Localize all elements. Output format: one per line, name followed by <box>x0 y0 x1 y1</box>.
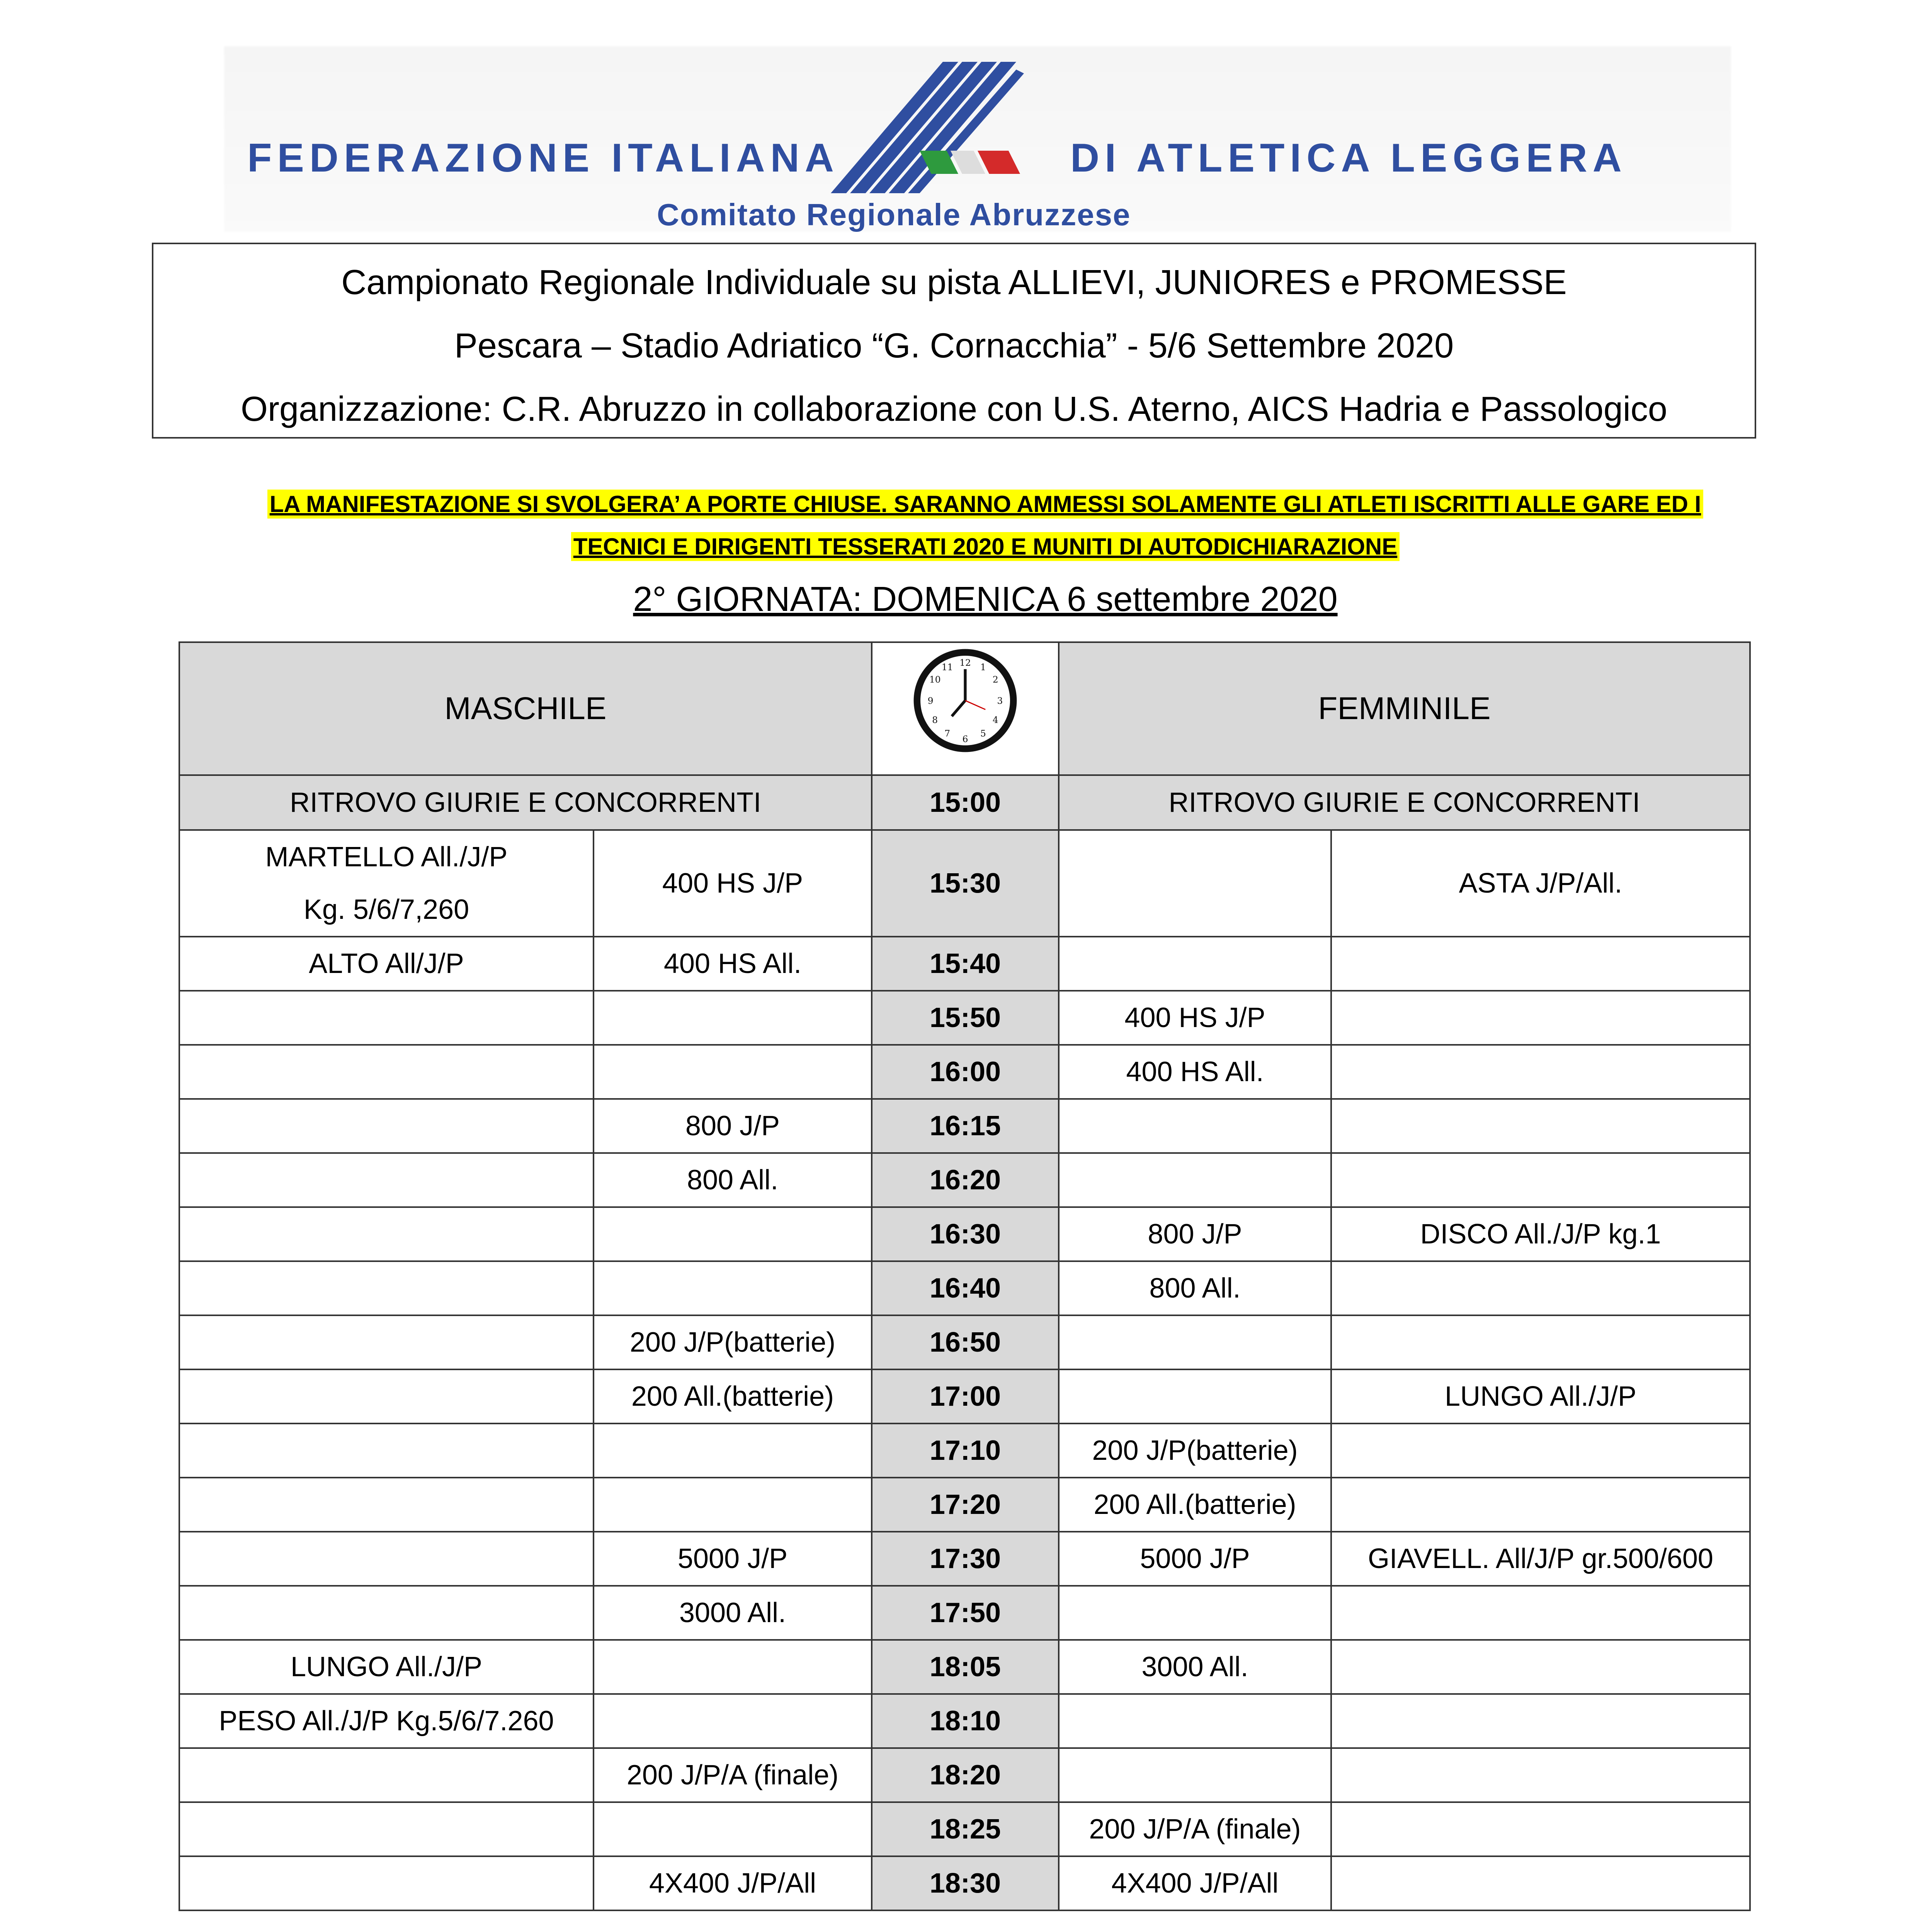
female-track-event: 3000 All. <box>1059 1640 1331 1694</box>
female-field-event <box>1331 1478 1750 1532</box>
female-field-event <box>1331 1856 1750 1910</box>
female-field-event <box>1331 1694 1750 1748</box>
male-field-event <box>179 991 594 1045</box>
female-track-event <box>1059 830 1331 937</box>
time-cell: 15:30 <box>872 830 1059 937</box>
male-header: MASCHILE <box>179 642 872 775</box>
male-track-event <box>594 1045 872 1099</box>
logo-right-text: DI ATLETICA LEGGERA <box>1070 136 1627 180</box>
female-field-event <box>1331 1261 1750 1315</box>
time-cell: 17:30 <box>872 1532 1059 1586</box>
male-field-event <box>179 1099 594 1153</box>
male-track-event <box>594 1478 872 1532</box>
female-field-event <box>1331 1423 1750 1478</box>
female-track-event: 400 HS All. <box>1059 1045 1331 1099</box>
table-row <box>179 1532 1750 1586</box>
table-row <box>179 1315 1750 1369</box>
time-cell: 17:50 <box>872 1586 1059 1640</box>
schedule-table <box>179 641 1751 1911</box>
svg-text:6: 6 <box>962 734 968 745</box>
male-field-event <box>179 1207 594 1261</box>
table-row <box>179 937 1750 991</box>
male-field-event <box>179 1369 594 1423</box>
ritrovo-row <box>179 775 1750 830</box>
time-cell: 18:10 <box>872 1694 1059 1748</box>
svg-text:1: 1 <box>980 662 986 673</box>
time-cell: 17:00 <box>872 1369 1059 1423</box>
time-cell: 18:25 <box>872 1802 1059 1856</box>
male-track-event <box>594 1640 872 1694</box>
female-field-event <box>1331 1748 1750 1802</box>
table-row <box>179 1099 1750 1153</box>
time-cell: 18:05 <box>872 1640 1059 1694</box>
svg-text:4: 4 <box>992 715 998 725</box>
female-track-event <box>1059 1099 1331 1153</box>
female-track-event: 4X400 J/P/All <box>1059 1856 1331 1910</box>
male-track-event: 200 J/P/A (finale) <box>594 1748 872 1802</box>
male-field-event <box>179 1586 594 1640</box>
male-field-event-line1: MARTELLO All./J/P <box>265 842 508 872</box>
svg-text:11: 11 <box>941 662 953 673</box>
male-field-event <box>179 1045 594 1099</box>
male-field-event <box>179 830 594 937</box>
clock-header <box>872 642 1059 775</box>
time-cell: 17:20 <box>872 1478 1059 1532</box>
closed-doors-notice-line1 <box>0 491 1932 517</box>
time-cell: 18:30 <box>872 1856 1059 1910</box>
table-row <box>179 991 1750 1045</box>
event-header-box <box>152 243 1756 439</box>
svg-text:5: 5 <box>980 728 986 739</box>
female-field-event <box>1331 1640 1750 1694</box>
svg-text:10: 10 <box>929 674 941 685</box>
svg-text:3: 3 <box>997 696 1003 706</box>
time-cell: 16:50 <box>872 1315 1059 1369</box>
male-track-event: 3000 All. <box>594 1586 872 1640</box>
table-row <box>179 1748 1750 1802</box>
table-row <box>179 1153 1750 1207</box>
male-track-event <box>594 1261 872 1315</box>
table-row <box>179 1261 1750 1315</box>
logo-emblem-icon <box>831 62 1047 201</box>
male-track-event <box>594 1207 872 1261</box>
logo-left-text: FEDERAZIONE ITALIANA <box>247 136 839 180</box>
female-track-event: 5000 J/P <box>1059 1532 1331 1586</box>
male-track-event: 200 All.(batterie) <box>594 1369 872 1423</box>
male-field-event: ALTO All/J/P <box>179 937 594 991</box>
fidal-logo <box>224 46 1731 240</box>
svg-text:9: 9 <box>927 696 934 706</box>
male-field-event <box>179 1261 594 1315</box>
male-track-event <box>594 1694 872 1748</box>
event-location: Pescara – Stadio Adriatico “G. Cornacchia” - 5/6 Settembre 2020 <box>454 327 1454 365</box>
time-cell: 16:30 <box>872 1207 1059 1261</box>
svg-text:12: 12 <box>959 658 971 668</box>
table-row <box>179 830 1750 937</box>
time-cell: 16:20 <box>872 1153 1059 1207</box>
female-field-event <box>1331 1099 1750 1153</box>
female-track-event <box>1059 1586 1331 1640</box>
male-field-event <box>179 1478 594 1532</box>
time-cell: 16:15 <box>872 1099 1059 1153</box>
male-track-event: 800 J/P <box>594 1099 872 1153</box>
female-track-event: 200 J/P/A (finale) <box>1059 1802 1331 1856</box>
female-field-event <box>1331 1586 1750 1640</box>
female-field-event: ASTA J/P/All. <box>1331 830 1750 937</box>
female-field-event <box>1331 1153 1750 1207</box>
time-cell: 18:20 <box>872 1748 1059 1802</box>
male-field-event <box>179 1153 594 1207</box>
male-field-event: PESO All./J/P Kg.5/6/7.260 <box>179 1694 594 1748</box>
female-track-event: 800 All. <box>1059 1261 1331 1315</box>
day-title-text: 2° GIORNATA: DOMENICA 6 settembre 2020 <box>633 580 1338 619</box>
ritrovo-time: 15:00 <box>872 775 1059 830</box>
table-header-row <box>179 642 1750 775</box>
female-track-event: 200 All.(batterie) <box>1059 1478 1331 1532</box>
female-track-event <box>1059 1694 1331 1748</box>
male-field-event <box>179 1802 594 1856</box>
table-row <box>179 1369 1750 1423</box>
male-field-event <box>179 1748 594 1802</box>
time-cell: 15:50 <box>872 991 1059 1045</box>
male-track-event: 200 J/P(batterie) <box>594 1315 872 1369</box>
female-field-event: LUNGO All./J/P <box>1331 1369 1750 1423</box>
female-track-event <box>1059 1153 1331 1207</box>
female-field-event <box>1331 1315 1750 1369</box>
logo-subtitle: Comitato Regionale Abruzzese <box>657 197 1131 232</box>
table-row <box>179 1802 1750 1856</box>
table-row <box>179 1694 1750 1748</box>
male-track-event: 800 All. <box>594 1153 872 1207</box>
ritrovo-female: RITROVO GIURIE E CONCORRENTI <box>1059 775 1750 830</box>
female-field-event <box>1331 937 1750 991</box>
female-track-event <box>1059 1315 1331 1369</box>
event-organization: Organizzazione: C.R. Abruzzo in collaborazione con U.S. Aterno, AICS Hadria e Passologico <box>241 390 1667 429</box>
female-track-event: 400 HS J/P <box>1059 991 1331 1045</box>
table-row <box>179 1478 1750 1532</box>
clock-icon <box>909 645 1021 757</box>
notice-text-2: TECNICI E DIRIGENTI TESSERATI 2020 E MUNITI DI AUTODICHIARAZIONE <box>571 532 1400 561</box>
male-track-event: 4X400 J/P/All <box>594 1856 872 1910</box>
closed-doors-notice-line2 <box>0 533 1932 560</box>
female-field-event <box>1331 1802 1750 1856</box>
event-title: Campionato Regionale Individuale su pista ALLIEVI, JUNIORES e PROMESSE <box>341 263 1567 302</box>
table-row <box>179 1586 1750 1640</box>
female-track-event: 800 J/P <box>1059 1207 1331 1261</box>
svg-text:2: 2 <box>992 674 998 685</box>
male-track-event <box>594 1423 872 1478</box>
male-field-event <box>179 1856 594 1910</box>
female-track-event <box>1059 937 1331 991</box>
male-track-event: 5000 J/P <box>594 1532 872 1586</box>
female-field-event <box>1331 1045 1750 1099</box>
table-row <box>179 1640 1750 1694</box>
male-track-event <box>594 991 872 1045</box>
male-field-event <box>179 1423 594 1478</box>
table-row <box>179 1045 1750 1099</box>
female-field-event: GIAVELL. All/J/P gr.500/600 <box>1331 1532 1750 1586</box>
ritrovo-male: RITROVO GIURIE E CONCORRENTI <box>179 775 872 830</box>
table-row <box>179 1856 1750 1910</box>
notice-text-1: LA MANIFESTAZIONE SI SVOLGERA’ A PORTE CHIUSE. SARANNO AMMESSI SOLAMENTE GLI ATLETI ISCRITTI ALLE GARE ED I <box>267 490 1704 519</box>
svg-text:7: 7 <box>944 728 950 739</box>
table-row <box>179 1207 1750 1261</box>
female-header: FEMMINILE <box>1059 642 1750 775</box>
male-track-event: 400 HS All. <box>594 937 872 991</box>
male-track-event: 400 HS J/P <box>594 830 872 937</box>
female-track-event: 200 J/P(batterie) <box>1059 1423 1331 1478</box>
male-field-event <box>179 1315 594 1369</box>
male-field-event <box>179 1532 594 1586</box>
time-cell: 15:40 <box>872 937 1059 991</box>
female-field-event: DISCO All./J/P kg.1 <box>1331 1207 1750 1261</box>
table-row <box>179 1423 1750 1478</box>
female-field-event <box>1331 991 1750 1045</box>
male-field-event-line2: Kg. 5/6/7,260 <box>303 894 469 925</box>
svg-text:8: 8 <box>932 715 938 725</box>
day-title <box>0 580 1932 619</box>
male-field-event: LUNGO All./J/P <box>179 1640 594 1694</box>
female-track-event <box>1059 1748 1331 1802</box>
time-cell: 16:00 <box>872 1045 1059 1099</box>
female-track-event <box>1059 1369 1331 1423</box>
time-cell: 17:10 <box>872 1423 1059 1478</box>
male-track-event <box>594 1802 872 1856</box>
time-cell: 16:40 <box>872 1261 1059 1315</box>
